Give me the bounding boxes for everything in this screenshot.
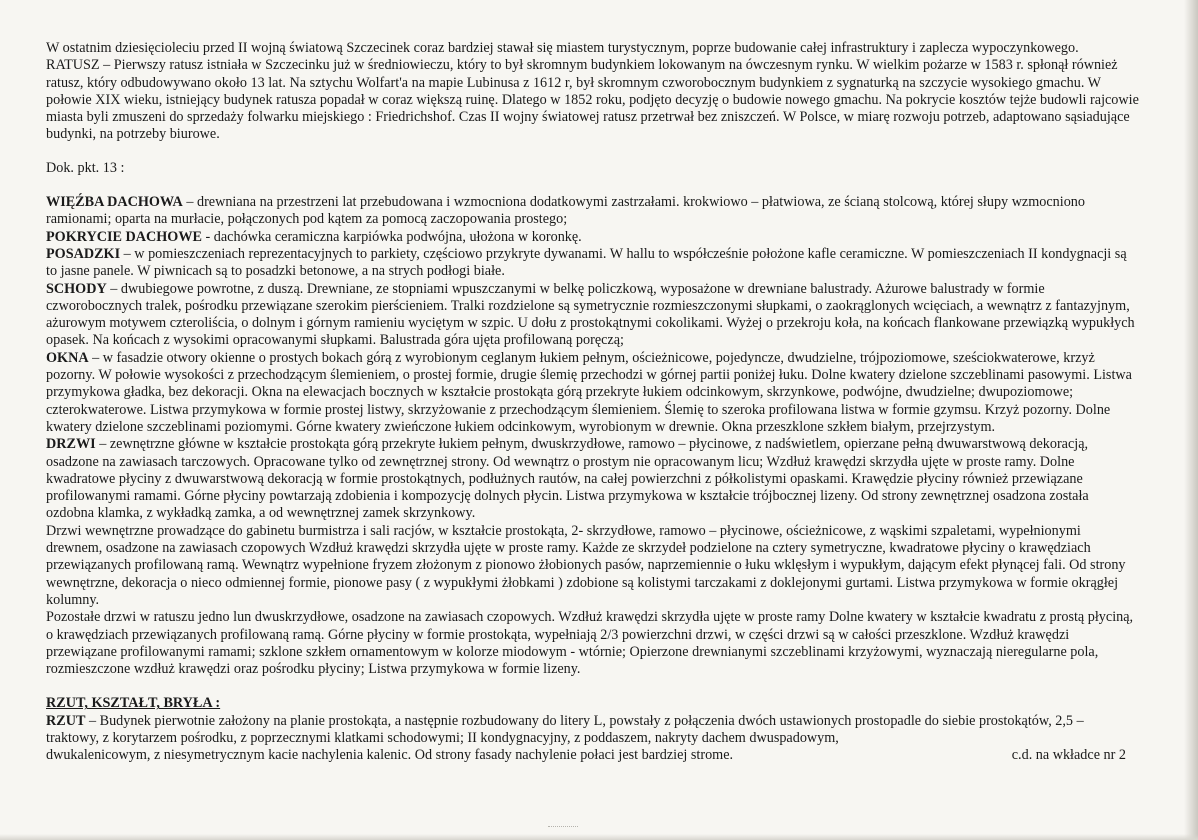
section-text: – dwubiegowe powrotne, z duszą. Drewniane, ze stopniami wpuszczanymi w belkę policzkową, wyposażone w drewniane balustrady. Ażurowe balustrady w formie czworobocznych tralek, pośrodku przewiązane szerokim pierścieniem. Tralki rozdzielone są symetrycznie rozmieszczonymi słupkami, o zaokrąglonych wcięciach, a wewnątrz z fantazyjnym, ażurowym motywem czteroliścia, o dolnym i górnym ramieniu wyciętym w szpic. U dołu z prostokątnymi cokolikami. Wyżej o przekroju koła, na końcach flankowane przewiązką wypukłych opasek. Na końcach z wysokimi opracowanymi słupkami. Balustrada góra ujęta profilowaną poręczą;: [46, 280, 1135, 349]
rzut-last-text: dwukalenicowym, z niesymetrycznym kacie nachylenia kalenic. Od strony fasady nachylenie połaci jest bardziej strome.: [46, 747, 734, 764]
section-label: OKNA: [46, 349, 89, 366]
section-label: DRZWI: [46, 436, 96, 453]
section-pokrycie: [46, 229, 1140, 246]
section-okna: [46, 350, 1140, 436]
section-text: - dachówka ceramiczna karpiówka podwójna, ułożona w koronkę.: [201, 228, 582, 245]
section-text: – drewniana na przestrzeni lat przebudowana i wzmocniona dodatkowymi zastrzałami. krokwiowo – płatwiowa, ze ścianą stolcową, której słupy wzmocniono ramionami; oparta na murłacie, połączonych pod kątem za pomocą zaczopowania prostego;: [46, 194, 1085, 228]
section-label: WIĘŹBA DACHOWA: [46, 194, 183, 211]
ratusz-paragraph: RATUSZ – Pierwszy ratusz istniała w Szczecinku już w średniowieczu, który to był skromnym budynkiem lokowanym na ówczesnym rynku. W wielkim pożarze w 1583 r. spłonął również ratusz, który odbudowywano około 13 lat. Na sztychu Wolfart'a na mapie Lubinusa z 1612 r, był skromnym czworobocznym budynkiem z sygnaturką na szczycie wysokiego gmachu. W połowie XIX wieku, istniejący budynek ratusza popadał w coraz większą ruinę. Dlatego w 1852 roku, podjęto decyzję o budowie nowego gmachu. Na pokrycie kosztów tejże budowli rajcowie miasta byli zmuszeni do sprzedaży folwarku miejskiego : Friedrichshof. Czas II wojny światowej ratusz przetrwał bez zniszczeń. W Polsce, w miarę rozwoju potrzeb, adaptowano sąsiadujące budynki, na potrzeby biurowe.: [46, 57, 1139, 143]
section-label: POKRYCIE DACHOWE: [46, 228, 202, 245]
description-sections: [46, 194, 1140, 678]
section-label: POSADZKI: [46, 245, 121, 262]
drzwi-pozostale-paragraph: Pozostałe drzwi w ratuszu jedno lun dwuskrzydłowe, osadzone na zawiasach czopowych. Wzdłuż krawędzi skrzydła ujęte w proste ramy Dolne kwatery w kształcie kwadratu z prostą płyciną, o krawędziach przewiązanych profilowaną ramą. Górne płyciny w formie prostokąta, wypełniają 2/3 powierzchni drzwi, w części drzwi są w całości przeszklone. Wzdłuż krawędzi przewiązane profilowanymi ramami; szklone szkłem ornamentowym w kolorze miodowym - wtórnie; Opierzone drewnianymi szczeblinami krzyżowymi, wyznaczają nieregularne pola, rozmieszczone wzdłuż krawędzi oraz pośrodku płyciny; Listwa przymykowa w formie lizeny.: [46, 609, 1134, 678]
intro-paragraph: W ostatnim dziesięcioleciu przed II wojną światową Szczecinek coraz bardziej stawał się miastem turystycznym, poprze budowanie całej infrastruktury i zaplecza wypoczynkowego.: [46, 40, 1079, 56]
section-text: – Budynek pierwotnie założony na planie prostokąta, a następnie rozbudowany do litery L, powstały z połączenia dwóch ustawionych prostopadle do siebie prostokątów, 2,5 – traktowy, z korytarzem pośrodku, z poprzecznymi klatkami schodowymi; II kondygnacyjny, z poddaszem, nakryty dachem dwuspadowym,: [46, 712, 1084, 746]
section-schody: [46, 281, 1140, 350]
section-rzut: [46, 713, 1140, 748]
rzut-last-line: [46, 747, 1140, 764]
dok-reference: Dok. pkt. 13 :: [46, 159, 125, 176]
scan-speck: [548, 826, 578, 831]
scan-bottom-shadow: [0, 834, 1198, 840]
section-text: – zewnętrzne główne w kształcie prostokąta górą przekryte łukiem pełnym, dwuskrzydłowe, ramowo – płycinowe, z nadświetlem, opierzane pełną dwuwarstwową dekoracją, osadzone na zawiasach tarczowych. Opracowane tylko od zewnętrznej strony. Od wewnątrz o prostym nie opracowanym licu; Wzdłuż krawędzi skrzydła ujęte w proste ramy. Dolne kwadratowe płyciny z dwuwarstwową dekoracją w formie prostokątnych, podłużnych rautów, na całej powierzchni z półkolistymi opaskami. Krawędzie płyciny również przewiązane profilowanymi ramami. Górne płyciny powtarzają zdobienia i kompozycję dolnych płycin. Listwa przymykowa w kształcie trójbocznej lizeny. Od strony zewnętrznej osadzona została ozdobna klamka, z wykładką zamka, a od wewnętrznej zamek skrzynkowy.: [46, 436, 1089, 522]
scan-edge-shadow: [1184, 0, 1198, 840]
section-drzwi: [46, 436, 1140, 522]
continued-note: c.d. na wkładce nr 2: [1011, 747, 1126, 764]
section-text: – w fasadzie otwory okienne o prostych bokach górą z wyrobionym ceglanym łukiem pełnym, ościeżnicowe, pojedyncze, dwudzielne, trójpoziomowe, sześciokwaterowe, krzyż pozorny. W połowie wysokości z przechodzącym ślemieniem, o prostej formie, drugie ślemię przechodzi w górnej partii poniżej łuku. Dolne kwatery dzielone szczeblinami pasowymi. Listwa przymykowa gładka, bez dekoracji. Okna na elewacjach bocznych w kształcie prostokąta górą przekryte łukiem odcinkowym, skrzynkowe, podwójne, dwudzielne; dwupoziomowe; czterokwaterowe. Listwa przymykowa w formie prostej listwy, skrzyżowanie z przechodzącym ślemieniem. Ślemię to szeroka profilowana listwa w formie gzymsu. Krzyż pozorny. Dolne kwatery dzielone szczeblinami poziomymi. Górne kwatery zwieńczone łukiem odcinkowym, wyrobionym w drewnie. Okna przeszklone szkłem białym, przejrzystym.: [46, 349, 1132, 435]
rzut-heading: RZUT, KSZTAŁT, BRYŁA :: [46, 695, 221, 712]
section-label: RZUT: [46, 712, 86, 729]
drzwi-wewnetrzne-paragraph: Drzwi wewnętrzne prowadzące do gabinetu burmistrza i sali racjów, w kształcie prostokąta, 2- skrzydłowe, ramowo – płycinowe, ościeżnicowe, z wąskimi szpaletami, wypełnionymi drewnem, osadzone na zawiasach czopowych Wzdłuż krawędzi skrzydła ujęte w proste ramy. Każde ze skrzydeł podzielone na cztery symetryczne, kwadratowe płyciny o krawędziach przewiązanych profilowaną ramą. Wewnątrz wypełnione fryzem złożonym z pionowo żłobionych pasów, naprzemiennie o łuku wklęsłym i wypukłym, dającym efekt płynącej fali. Od strony wewnętrzne, dekoracja o nieco odmiennej formie, pionowe pasy ( z wypukłymi żłobkami ) zdobione są kolistymi tarczakami z doklejonymi gurtami. Listwa przymykowa w formie okrągłej kolumny.: [46, 522, 1126, 608]
section-text: – w pomieszczeniach reprezentacyjnych to parkiety, częściowo przykryte dywanami. W hallu to współcześnie położone kafle ceramiczne. W pomieszczeniach II kondygnacji są to jasne panele. W piwnicach są to posadzki betonowe, a na strych podłogi białe.: [46, 245, 1127, 280]
section-posadzki: [46, 246, 1140, 281]
section-wiezba: [46, 194, 1140, 229]
section-label: SCHODY: [46, 280, 107, 297]
